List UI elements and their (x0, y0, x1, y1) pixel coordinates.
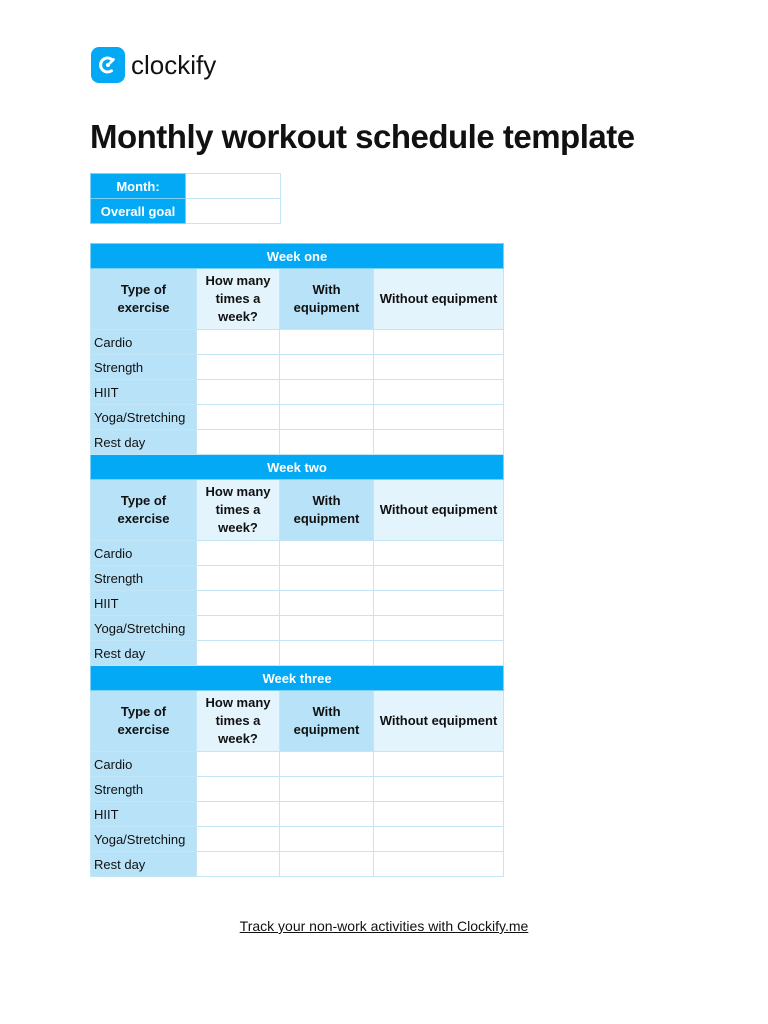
times-cell[interactable] (197, 405, 280, 430)
with-equipment-cell[interactable] (280, 777, 374, 802)
times-cell[interactable] (197, 752, 280, 777)
exercise-label: Strength (91, 566, 197, 591)
without-equipment-cell[interactable] (374, 430, 504, 455)
times-cell[interactable] (197, 541, 280, 566)
week-header-row (91, 480, 504, 541)
table-row (91, 405, 504, 430)
col-header-times: How many times a week? (197, 480, 280, 541)
times-cell[interactable] (197, 380, 280, 405)
clockify-logo-icon (91, 47, 125, 83)
with-equipment-cell[interactable] (280, 752, 374, 777)
without-equipment-cell[interactable] (374, 541, 504, 566)
week-title: Week three (91, 666, 504, 691)
col-header-type: Type of exercise (91, 480, 197, 541)
col-header-with-equipment: With equipment (280, 691, 374, 752)
without-equipment-cell[interactable] (374, 641, 504, 666)
times-cell[interactable] (197, 641, 280, 666)
week-title-row (91, 455, 504, 480)
exercise-label: Strength (91, 777, 197, 802)
week-header-row (91, 691, 504, 752)
table-row (91, 430, 504, 455)
week-title-row (91, 666, 504, 691)
table-row (91, 802, 504, 827)
page-title: Monthly workout schedule template (90, 118, 635, 155)
exercise-label: Rest day (91, 641, 197, 666)
week-title-row (91, 244, 504, 269)
exercise-label: HIIT (91, 380, 197, 405)
exercise-label: Strength (91, 355, 197, 380)
without-equipment-cell[interactable] (374, 802, 504, 827)
times-cell[interactable] (197, 566, 280, 591)
times-cell[interactable] (197, 777, 280, 802)
times-cell[interactable] (197, 355, 280, 380)
without-equipment-cell[interactable] (374, 566, 504, 591)
with-equipment-cell[interactable] (280, 380, 374, 405)
exercise-label: Rest day (91, 430, 197, 455)
without-equipment-cell[interactable] (374, 405, 504, 430)
info-table (90, 173, 281, 224)
with-equipment-cell[interactable] (280, 591, 374, 616)
col-header-times: How many times a week? (197, 691, 280, 752)
table-row (91, 380, 504, 405)
table-row (91, 330, 504, 355)
month-row (91, 174, 281, 199)
table-row (91, 641, 504, 666)
with-equipment-cell[interactable] (280, 827, 374, 852)
exercise-label: Yoga/Stretching (91, 616, 197, 641)
without-equipment-cell[interactable] (374, 591, 504, 616)
times-cell[interactable] (197, 827, 280, 852)
exercise-label: Cardio (91, 541, 197, 566)
with-equipment-cell[interactable] (280, 405, 374, 430)
without-equipment-cell[interactable] (374, 330, 504, 355)
table-row (91, 541, 504, 566)
with-equipment-cell[interactable] (280, 566, 374, 591)
week-header-row (91, 269, 504, 330)
workout-schedule-table (90, 243, 504, 877)
col-header-with-equipment: With equipment (280, 480, 374, 541)
col-header-type: Type of exercise (91, 269, 197, 330)
times-cell[interactable] (197, 591, 280, 616)
with-equipment-cell[interactable] (280, 616, 374, 641)
month-label: Month: (91, 174, 186, 199)
with-equipment-cell[interactable] (280, 852, 374, 877)
week-title: Week two (91, 455, 504, 480)
with-equipment-cell[interactable] (280, 430, 374, 455)
exercise-label: Yoga/Stretching (91, 405, 197, 430)
col-header-with-equipment: With equipment (280, 269, 374, 330)
exercise-label: Rest day (91, 852, 197, 877)
col-header-type: Type of exercise (91, 691, 197, 752)
table-row (91, 852, 504, 877)
times-cell[interactable] (197, 802, 280, 827)
table-row (91, 777, 504, 802)
without-equipment-cell[interactable] (374, 616, 504, 641)
exercise-label: HIIT (91, 802, 197, 827)
week-title: Week one (91, 244, 504, 269)
clockify-footer-link[interactable]: Track your non-work activities with Clockify.me (239, 918, 529, 934)
without-equipment-cell[interactable] (374, 827, 504, 852)
without-equipment-cell[interactable] (374, 355, 504, 380)
times-cell[interactable] (197, 330, 280, 355)
goal-row (91, 199, 281, 224)
exercise-label: Cardio (91, 330, 197, 355)
exercise-label: Yoga/Stretching (91, 827, 197, 852)
without-equipment-cell[interactable] (374, 852, 504, 877)
exercise-label: HIIT (91, 591, 197, 616)
table-row (91, 616, 504, 641)
exercise-label: Cardio (91, 752, 197, 777)
table-row (91, 355, 504, 380)
without-equipment-cell[interactable] (374, 380, 504, 405)
col-header-without-equipment: Without equipment (374, 269, 504, 330)
overall-goal-value-cell[interactable] (186, 199, 281, 224)
without-equipment-cell[interactable] (374, 777, 504, 802)
table-row (91, 566, 504, 591)
col-header-without-equipment: Without equipment (374, 691, 504, 752)
clockify-logo (91, 47, 216, 83)
col-header-without-equipment: Without equipment (374, 480, 504, 541)
with-equipment-cell[interactable] (280, 355, 374, 380)
with-equipment-cell[interactable] (280, 641, 374, 666)
with-equipment-cell[interactable] (280, 330, 374, 355)
col-header-times: How many times a week? (197, 269, 280, 330)
table-row (91, 591, 504, 616)
times-cell[interactable] (197, 616, 280, 641)
with-equipment-cell[interactable] (280, 802, 374, 827)
without-equipment-cell[interactable] (374, 752, 504, 777)
table-row (91, 752, 504, 777)
times-cell[interactable] (197, 430, 280, 455)
brand-name: clockify (131, 50, 217, 80)
overall-goal-label: Overall goal (91, 199, 186, 224)
month-value-cell[interactable] (186, 174, 281, 199)
times-cell[interactable] (197, 852, 280, 877)
with-equipment-cell[interactable] (280, 541, 374, 566)
table-row (91, 827, 504, 852)
